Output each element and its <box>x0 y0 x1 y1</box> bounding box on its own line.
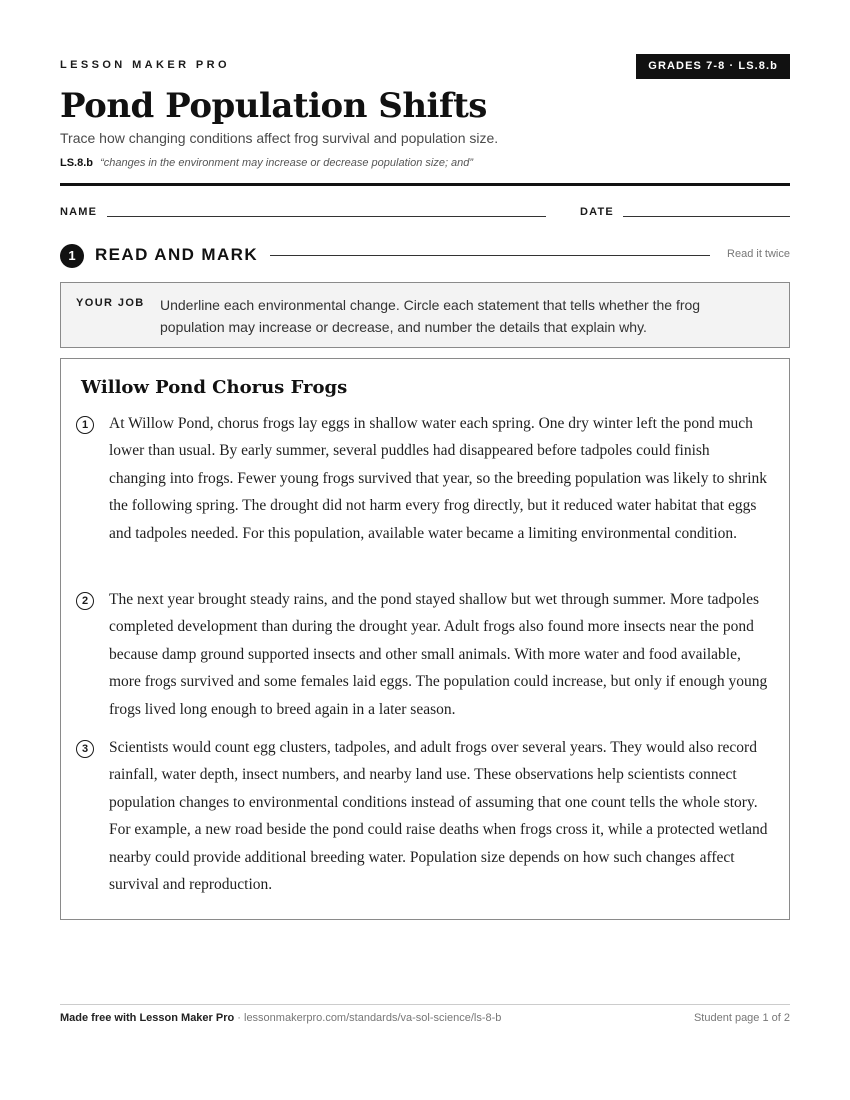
grade-badge: GRADES 7-8 · LS.8.b <box>636 54 790 79</box>
brand-name: LESSON MAKER PRO <box>60 59 230 71</box>
standard-line <box>60 157 473 169</box>
footer-url[interactable]: lessonmakerpro.com/standards/va-sol-science/ls-8-b <box>244 1012 502 1024</box>
section-note: Read it twice <box>727 248 790 260</box>
reading-passage <box>60 358 790 920</box>
footer-made-with: Made free with Lesson Maker Pro <box>60 1012 235 1024</box>
footer-page-number: Student page 1 of 2 <box>693 1012 790 1024</box>
footer-credit <box>60 1012 501 1024</box>
footer-divider <box>60 1004 790 1005</box>
header-divider <box>60 183 790 186</box>
instructions-text: Underline each environmental change. Circle each statement that tells whether the frog population may increase or decrease, and number the details that explain why. <box>160 297 701 335</box>
page-subtitle: Trace how changing conditions affect frog survival and population size. <box>60 130 499 146</box>
standard-text: “changes in the environment may increase or decrease population size; and” <box>100 157 474 169</box>
instructions-label: YOUR JOB <box>76 297 145 309</box>
instructions-box <box>60 282 790 348</box>
paragraph-text: At Willow Pond, chorus frogs lay eggs in shallow water each spring. One dry winter left the pond much lower than usual. By early summer, several puddles had disappeared before tadpoles could finish changing into frogs. Fewer young frogs survived that year, so the breeding population was likely to shrink the following spring. The drought did not harm every frog directly, but it reduced water habitat that eggs and tadpoles needed. For this population, available water became a limiting environmental condition. <box>109 415 768 542</box>
paragraph-number: 1 <box>76 416 94 434</box>
standard-code: LS.8.b <box>60 157 94 169</box>
section-number-badge: 1 <box>60 244 84 268</box>
paragraph-number: 2 <box>76 592 94 610</box>
paragraph-text: Scientists would count egg clusters, tadpoles, and adult frogs over several years. They would also record rainfall, water depth, insect numbers, and nearby land use. These observations help scientists connect population changes to environmental conditions instead of assuming that one count tells the whole story. For example, a new road beside the pond could raise deaths when frogs cross it, while a protected wetland nearby could provide additional breeding water. Population size depends on how such changes affect survival and reproduction. <box>109 739 768 894</box>
section-title: READ AND MARK <box>95 245 259 264</box>
name-field[interactable] <box>107 216 546 217</box>
passage-title: Willow Pond Chorus Frogs <box>81 377 348 398</box>
paragraph-number: 3 <box>76 740 94 758</box>
page-title: Pond Population Shifts <box>60 86 487 126</box>
date-field[interactable] <box>623 216 790 217</box>
paragraph-text: The next year brought steady rains, and the pond stayed shallow but wet through summer. More tadpoles completed development than during the drought year. Adult frogs also found more insects near the pond because damp ground supported insects and other small animals. With more water and food available, more frogs survived and some females laid eggs. The population could increase, but only if enough young frogs lived long enough to breed again in a later season. <box>109 591 768 718</box>
name-label: NAME <box>60 206 98 218</box>
date-label: DATE <box>580 206 614 218</box>
section-divider <box>270 255 710 256</box>
footer-separator: · <box>234 1012 244 1024</box>
worksheet-page <box>60 0 790 1100</box>
